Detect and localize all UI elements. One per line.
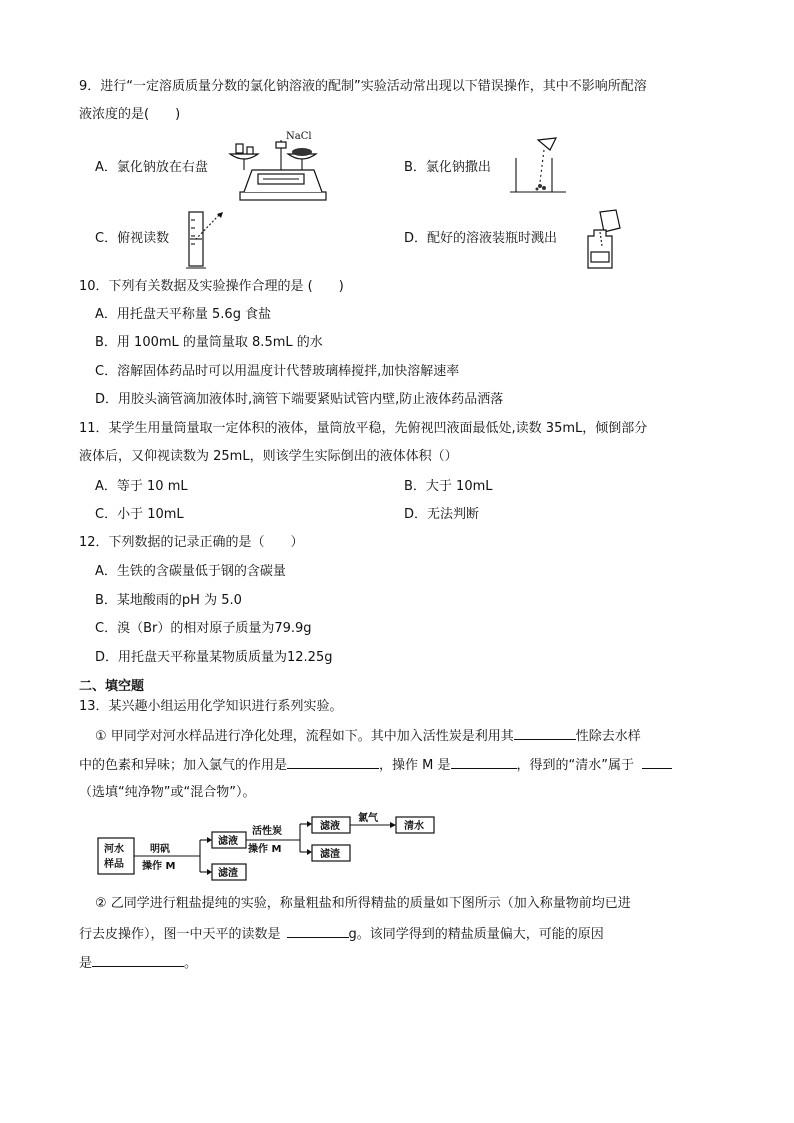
q11-stem-line2: 液体后，又仰视读数为 25mL，则该学生实际倒出的液体体积（） [79, 449, 458, 464]
balance-illustration [222, 130, 327, 205]
q10-option-b: B．用 100mL 的量筒量取 8.5mL 的水 [95, 335, 323, 350]
spilled-beaker-illustration [508, 136, 570, 196]
q13-part1-text-e: ，得到的“清水”属于 [516, 758, 634, 773]
answer-blank-6[interactable] [92, 954, 184, 967]
q10-option-c: C．溶解固体药品时可以用温度计代替玻璃棒搅拌,加快溶解速率 [95, 364, 460, 379]
q13-part1-text-d: ，操作 M 是 [379, 758, 451, 773]
flow-chlorine-label: 氯气 [358, 813, 378, 824]
nacl-label: NaCl [286, 131, 312, 142]
q11-option-b: B．大于 10mL [404, 479, 493, 494]
flow-clear-water-label: 清水 [404, 821, 424, 832]
q10-stem: 10．下列有关数据及实验操作合理的是 ( ) [79, 279, 344, 294]
section-heading: 二、填空题 [79, 679, 145, 694]
flow-alum-label: 明矾 [150, 844, 170, 855]
purification-flow-diagram [96, 814, 441, 884]
q13-part2-line2 [79, 925, 604, 943]
flow-op2-label: 操作 M [248, 844, 282, 855]
q13-part1-line1 [95, 727, 641, 745]
answer-blank-2[interactable] [287, 756, 379, 769]
q9-stem-line1: 9．进行“一定溶质质量分数的氯化钠溶液的配制”实验活动常出现以下错误操作，其中不影响所配溶 [79, 79, 647, 94]
q10-option-a: A．用托盘天平称量 5.6g 食盐 [95, 307, 272, 322]
flow-op1-label: 操作 M [142, 861, 176, 872]
q12-option-d: D．用托盘天平称量某物质质量为12.25g [95, 650, 333, 665]
q9-option-c: C．俯视读数 [95, 231, 170, 246]
flow-residue2-label: 滤渣 [320, 849, 340, 860]
q9-option-b: B．氯化钠撒出 [404, 160, 491, 175]
q13-part2-line1: ② 乙同学进行粗盐提纯的实验，称量粗盐和所得精盐的质量如下图所示（加入称量物前均已进 [95, 896, 631, 911]
q13-part1-line3: （选填“纯净物”或“混合物”）。 [79, 785, 256, 800]
q13-part2-text-d: 。 [184, 956, 198, 971]
q13-part1-line2 [79, 756, 672, 774]
q11-option-c: C．小于 10mL [95, 507, 184, 522]
q13-part2-line3 [79, 954, 197, 972]
flow-carbon-label: 活性炭 [252, 826, 282, 837]
answer-blank-5[interactable] [287, 925, 349, 938]
q12-option-a: A．生铁的含碳量低于钢的含碳量 [95, 564, 286, 579]
q13-part1-text-a: ① 甲同学对河水样品进行净化处理，流程如下。其中加入活性炭是利用其 [95, 729, 514, 744]
q9-option-a: A．氯化钠放在右盘 [95, 160, 208, 175]
q11-option-d: D．无法判断 [404, 507, 480, 522]
flow-river-label: 河水 [104, 844, 124, 855]
q12-option-c: C．溴（Br）的相对原子质量为79.9g [95, 621, 312, 636]
q9-option-d: D．配好的溶液装瓶时溅出 [404, 231, 558, 246]
q13-part1-text-b: 性除去水样 [575, 729, 641, 744]
answer-blank-1[interactable] [514, 727, 576, 740]
q11-stem-line1: 11．某学生用量筒量取一定体积的液体，量筒放平稳，先俯视凹液面最低处,读数 35mL，倾倒部分 [79, 421, 648, 436]
q13-part2-text-b: g。该同学得到的精盐质量偏大，可能的原因 [348, 927, 604, 942]
q12-option-b: B．某地酸雨的pH 为 5.0 [95, 593, 242, 608]
bottle-pouring-illustration [582, 206, 638, 272]
q13-part1-text-c: 中的色素和异味；加入氯气的作用是 [79, 758, 288, 773]
flow-filtrate1-label: 滤液 [218, 836, 238, 847]
answer-blank-3[interactable] [451, 756, 517, 769]
q9-stem-line2: 液浓度的是( ) [79, 107, 181, 122]
flow-sample-label: 样品 [104, 859, 124, 870]
q10-option-d: D．用胶头滴管滴加液体时,滴管下端要紧贴试管内壁,防止液体药品洒落 [95, 392, 504, 407]
q13-part2-text-c: 是 [79, 956, 93, 971]
q13-stem: 13．某兴趣小组运用化学知识进行系列实验。 [79, 699, 343, 714]
cylinder-reading-illustration [183, 206, 231, 272]
q13-part2-text-a: 行去皮操作），图一中天平的读数是 [79, 927, 281, 942]
q11-option-a: A．等于 10 mL [95, 479, 188, 494]
q12-stem: 12．下列数据的记录正确的是（ ） [79, 535, 304, 550]
flow-residue1-label: 滤渣 [218, 868, 238, 879]
answer-blank-4[interactable] [642, 756, 672, 769]
flow-filtrate2-label: 滤液 [320, 821, 340, 832]
